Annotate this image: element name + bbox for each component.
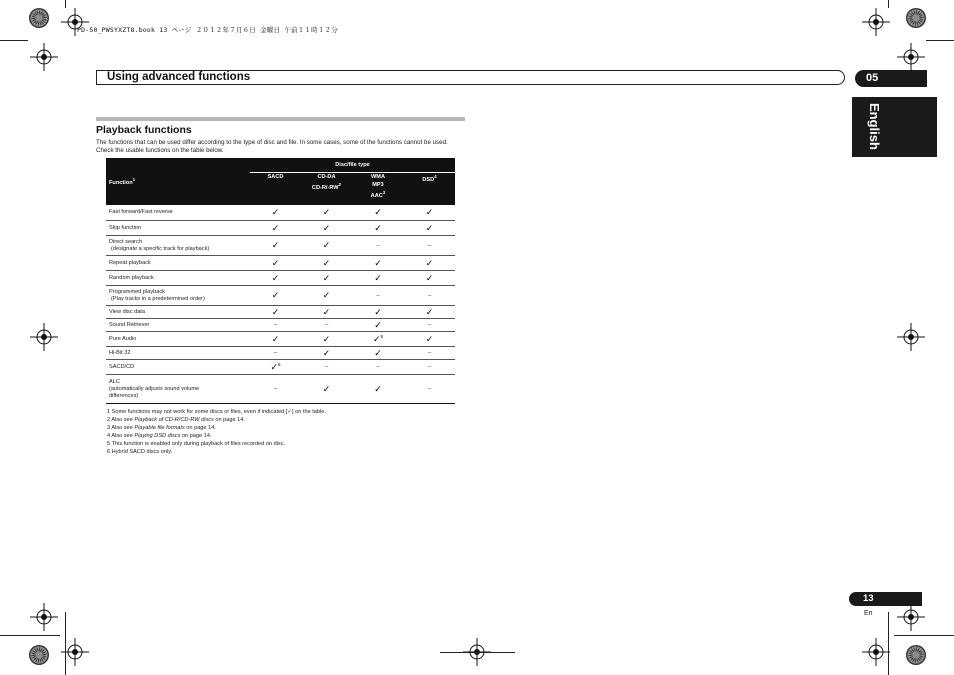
function-name-cell — [106, 375, 250, 404]
check-mark-icon: ✓ — [404, 332, 455, 347]
function-column-header — [106, 158, 250, 205]
column-header-line: CD-DA — [317, 174, 336, 180]
function-name-line: Hi-Bit 32 — [109, 349, 131, 356]
function-name-cell — [106, 221, 250, 236]
check-mark-icon: ✓ — [352, 347, 404, 360]
not-available-dash: – — [404, 286, 455, 306]
footnote-text: Also see — [111, 416, 135, 423]
color-dial-icon — [29, 645, 49, 665]
footnote-number: 6 — [107, 448, 112, 455]
function-name-line: Skip function — [109, 224, 142, 231]
function-name-cell — [106, 286, 250, 306]
footnote-line — [107, 425, 326, 433]
check-mark-icon: ✓$^5$ — [352, 332, 404, 347]
footnote-number: 2 — [107, 416, 112, 423]
trim-line — [888, 612, 889, 675]
table-row — [106, 306, 455, 319]
disc-type-column-header — [404, 173, 455, 205]
check-mark-icon: ✓ — [301, 236, 352, 256]
check-mark-icon: ✓ — [301, 286, 352, 306]
footnote-line — [107, 441, 326, 449]
column-header-line: AAC — [370, 192, 383, 199]
not-available-dash: – — [404, 347, 455, 360]
footnote-text: on page 14. — [184, 424, 216, 431]
table-row — [106, 286, 455, 306]
footnote-text: on page 14. — [213, 416, 245, 423]
page-heading: Playback functions — [96, 124, 192, 136]
table-row — [106, 271, 455, 286]
page-number-tab: 13 — [849, 592, 922, 606]
trim-line — [65, 612, 66, 675]
not-available-dash: – — [404, 236, 455, 256]
table-row — [106, 360, 455, 375]
language-label: English — [867, 103, 882, 150]
trim-line — [440, 652, 515, 653]
trim-line — [0, 635, 60, 636]
function-name-line: Programmed playback — [109, 288, 165, 295]
function-name-line: View disc data — [109, 308, 145, 315]
check-mark-icon: ✓ — [250, 332, 301, 347]
function-name-line: Random playback — [109, 274, 154, 281]
not-available-dash: – — [250, 375, 301, 404]
table-row — [106, 205, 455, 221]
function-name-cell — [106, 271, 250, 286]
trim-line — [926, 40, 954, 41]
intro-paragraph: The functions that can be used differ according to the type of disc and file. In some cases, some of the functions cannot be used. Check the usable functions on the table below. — [96, 139, 448, 154]
check-mark-icon: ✓ — [250, 236, 301, 256]
footnote-text: Also see — [111, 432, 135, 439]
check-mark-icon: ✓ — [352, 319, 404, 332]
column-header-line: MP3 — [372, 182, 384, 188]
table-row — [106, 256, 455, 271]
check-mark-icon: ✓ — [404, 306, 455, 319]
function-header-label: Function — [109, 179, 133, 186]
crosshair-icon — [862, 638, 890, 666]
check-mark-icon: ✓ — [404, 256, 455, 271]
function-name-cell — [106, 236, 250, 256]
function-name-cell — [106, 332, 250, 347]
chapter-number-tab: 05 — [855, 70, 927, 87]
footnote-text: Some functions may not work for some discs or files, even if indicated [✓] on the table. — [111, 409, 326, 415]
trim-line — [0, 40, 28, 41]
function-name-cell — [106, 306, 250, 319]
cell-footnote-ref: 5 — [380, 333, 384, 339]
crosshair-icon — [897, 43, 925, 71]
function-name-line: Sound Retriever — [109, 321, 150, 328]
check-mark-icon: ✓ — [301, 332, 352, 347]
check-mark-icon: ✓ — [301, 256, 352, 271]
footnote-text: on page 14. — [180, 432, 212, 439]
check-mark-icon: ✓ — [250, 306, 301, 319]
column-header-line: SACD — [267, 174, 284, 180]
page-language: En — [864, 610, 873, 617]
table-row — [106, 319, 455, 332]
crosshair-icon — [862, 8, 890, 36]
footnote-number: 4 — [107, 432, 112, 439]
footnote-line — [107, 417, 326, 425]
check-mark-icon: ✓ — [301, 221, 352, 236]
footnote-reference-title: Playback of CD-R/CD-RW discs — [134, 416, 214, 423]
function-name-line: ALC — [109, 378, 120, 385]
functions-table — [106, 158, 455, 404]
print-header: PD-50_PWSYXZT8.book 13 ページ ２０１２年７月６日 金曜日 午前１１時１２分 — [77, 26, 338, 34]
function-name-cell — [106, 256, 250, 271]
function-name-line: differences) — [109, 392, 139, 399]
not-available-dash: – — [404, 319, 455, 332]
check-mark-icon: ✓ — [250, 205, 301, 221]
function-header-note: 1 — [132, 176, 136, 182]
check-mark-icon: ✓$^6$ — [250, 360, 301, 375]
table-row — [106, 236, 455, 256]
not-available-dash: – — [250, 319, 301, 332]
check-mark-icon: ✓ — [404, 205, 455, 221]
footnote-text: Also see — [111, 424, 135, 431]
color-dial-icon — [29, 8, 49, 28]
trim-line — [888, 0, 889, 8]
check-mark-icon: ✓ — [352, 375, 404, 404]
check-mark-icon: ✓ — [404, 221, 455, 236]
column-header-note: 3 — [382, 190, 386, 195]
function-name-cell — [106, 360, 250, 375]
crosshair-icon — [30, 43, 58, 71]
function-name-line: (Play tracks in a predetermined order) — [111, 295, 205, 302]
function-name-line: (automatically adjusts sound volume — [109, 385, 200, 392]
column-header-note: 2 — [338, 182, 342, 187]
footnote-number: 1 — [107, 409, 112, 415]
color-dial-icon — [906, 645, 926, 665]
function-name-line: (designate a specific track for playback) — [111, 245, 210, 252]
function-name-cell — [106, 319, 250, 332]
column-header-line: WMA — [371, 174, 385, 180]
check-mark-icon: ✓ — [250, 271, 301, 286]
footnote-number: 5 — [107, 440, 112, 447]
crosshair-icon — [30, 603, 58, 631]
check-mark-icon: ✓ — [301, 205, 352, 221]
footnote-line — [107, 409, 326, 417]
trim-line — [65, 0, 66, 8]
disc-type-column-header — [352, 173, 404, 205]
not-available-dash: – — [352, 360, 404, 375]
check-mark-icon: ✓ — [352, 221, 404, 236]
check-mark-icon: ✓ — [352, 205, 404, 221]
crosshair-icon — [897, 603, 925, 631]
check-mark-icon: ✓ — [250, 286, 301, 306]
table-row — [106, 332, 455, 347]
footnotes — [107, 409, 326, 456]
function-name-line: Pure Audio — [109, 335, 137, 342]
column-header-line: CD-R/-RW — [311, 184, 339, 191]
disc-type-column-header — [250, 173, 301, 205]
not-available-dash: – — [250, 347, 301, 360]
table-row — [106, 347, 455, 360]
crosshair-icon — [30, 323, 58, 351]
footnote-reference-title: Playing DSD discs — [134, 432, 181, 439]
footnote-line — [107, 449, 326, 457]
section-title: Using advanced functions — [107, 71, 251, 83]
function-name-line: Direct search — [109, 238, 142, 245]
function-name-cell — [106, 347, 250, 360]
not-available-dash: – — [404, 360, 455, 375]
footnote-text: Hybrid SACD discs only. — [111, 448, 173, 455]
check-mark-icon: ✓ — [301, 375, 352, 404]
not-available-dash: – — [352, 286, 404, 306]
disc-type-column-header — [301, 173, 352, 205]
function-name-cell — [106, 205, 250, 221]
cell-footnote-ref: 6 — [278, 361, 281, 367]
function-name-line: Repeat playback — [109, 259, 151, 266]
check-mark-icon: ✓ — [250, 256, 301, 271]
heading-rule — [96, 117, 465, 121]
check-mark-icon: ✓ — [352, 256, 404, 271]
check-mark-icon: ✓ — [301, 347, 352, 360]
not-available-dash: – — [301, 319, 352, 332]
not-available-dash: – — [301, 360, 352, 375]
function-name-line: SACD/CD — [109, 363, 135, 370]
footnote-line — [107, 433, 326, 441]
table-row — [106, 221, 455, 236]
check-mark-icon: ✓ — [404, 271, 455, 286]
column-header-note: 4 — [434, 174, 437, 179]
table-row — [106, 375, 455, 404]
color-dial-icon — [906, 8, 926, 28]
not-available-dash: – — [352, 236, 404, 256]
trim-line — [894, 635, 954, 636]
footnote-text: This function is enabled only during playback of files recorded on disc. — [111, 440, 286, 447]
check-mark-icon: ✓ — [352, 271, 404, 286]
not-available-dash: – — [404, 375, 455, 404]
check-mark-icon: ✓ — [250, 221, 301, 236]
disc-type-group-header: Disc/file type — [250, 158, 455, 173]
function-name-line: Fast forward/Fast reverse — [109, 208, 173, 215]
crosshair-icon — [897, 323, 925, 351]
column-header-line: DSD — [422, 176, 435, 183]
check-mark-icon: ✓ — [301, 271, 352, 286]
check-mark-icon: ✓ — [301, 306, 352, 319]
footnote-reference-title: Playable file formats — [134, 424, 185, 431]
language-tab — [852, 97, 937, 157]
check-mark-icon: ✓ — [352, 306, 404, 319]
footnote-number: 3 — [107, 424, 112, 431]
